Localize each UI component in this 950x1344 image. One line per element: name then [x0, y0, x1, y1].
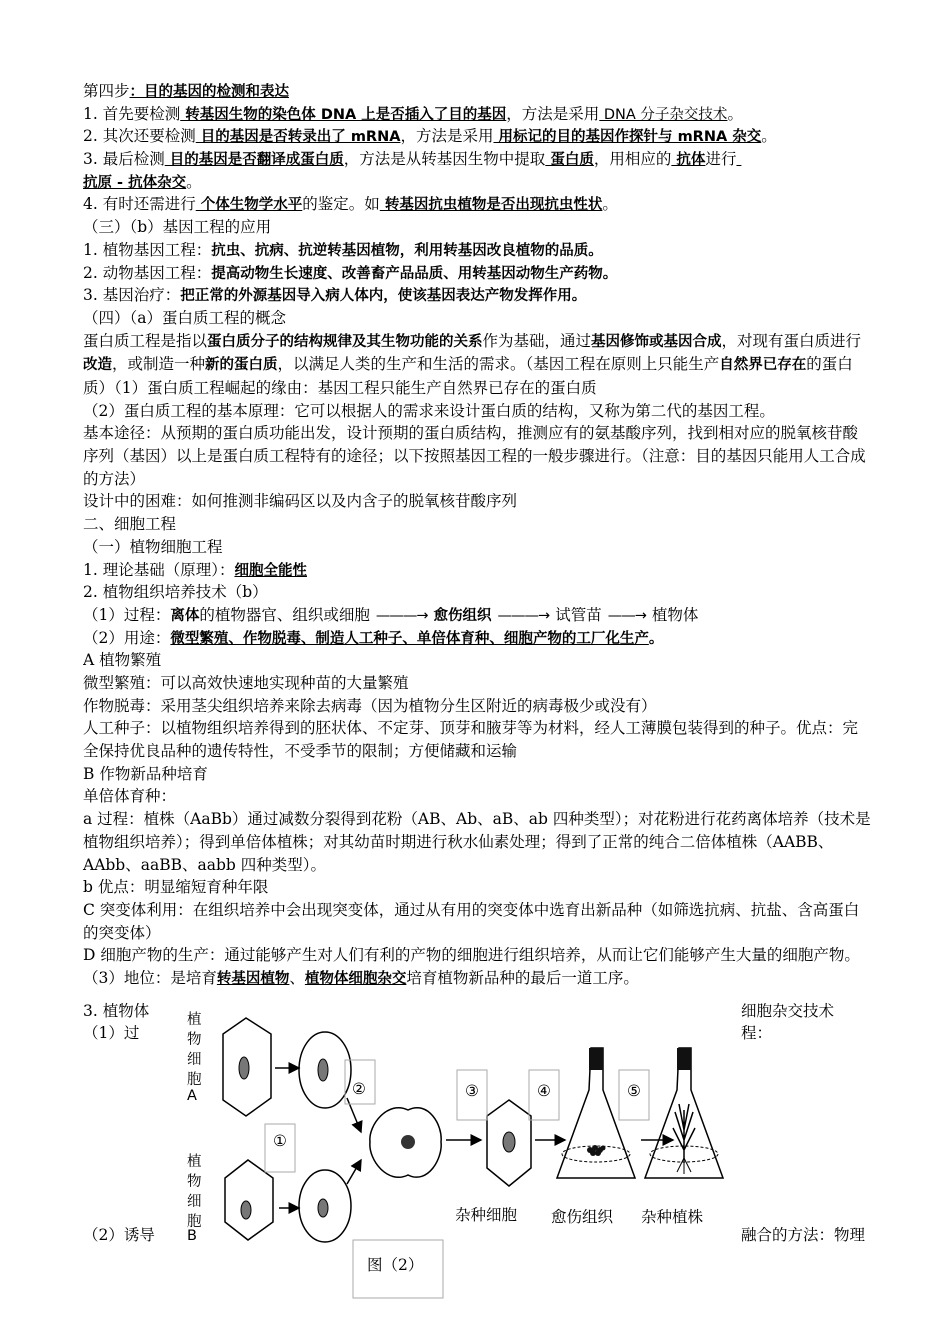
section-A: A 植物繁殖 — [83, 651, 162, 670]
application-plant: 1. 植物基因工程：抗虫、抗病、抗逆转基因植物，利用转基因改良植物的品质。 — [83, 240, 603, 259]
arrow-icon: ——→ — [607, 607, 646, 624]
protein-title: （四）（a）蛋白质工程的概念 — [83, 308, 286, 327]
arrow-icon: ———→ — [497, 607, 550, 624]
application-animal: 2. 动物基因工程：提高动物生长速度、改善畜产品品质、用转基因动物生产药物。 — [83, 263, 618, 282]
figure-right-label-3: 融合的方法：物理 — [741, 1226, 866, 1244]
protein-paragraph2: （2）蛋白质工程的基本原理：它可以根据人的需求来设计蛋白质的结构，又称为第二代的基因工程。 — [83, 401, 775, 420]
step4-line2: 2. 其次还要检测 目的基因是否转录出了 mRNA，方法是采用 用标记的目的基因作探针与 mRNA 杂交。 — [83, 127, 777, 146]
haploid-advantage: b 优点：明显缩短育种年限 — [83, 878, 269, 897]
plant-cell-a-label: 植物细胞 — [187, 1012, 202, 1088]
application-title: （三）（b）基因工程的应用 — [83, 218, 272, 237]
step4-line1: 1. 首先要检测 转基因生物的染色体 DNA 上是否插入了目的基因，方法是采用 DNA 分子杂交技术。 — [83, 104, 743, 123]
plant-cell-a-letter: A — [187, 1088, 197, 1104]
virus-removal: 作物脱毒：采用茎尖组织培养来除去病毒（因为植物分生区附近的病毒极少或没有） — [83, 696, 657, 715]
step-4-label: ④ — [537, 1082, 551, 1100]
section-C: C 突变体利用：在组织培养中会出现突变体，通过从有用的突变体中选育出新品种（如筛选抗病、抗盐、含高蛋白的突变体） — [83, 900, 860, 942]
step4-line4: 4. 有时还需进行 个体生物学水平的鉴定。如 转基因抗虫植物是否出现抗虫性状。 — [83, 195, 618, 214]
cell-engineering-title: 二、细胞工程 — [83, 515, 177, 534]
plant-cell-engineering-title: （一）植物细胞工程 — [83, 537, 223, 556]
document-body — [83, 80, 873, 990]
step-3-label: ③ — [465, 1082, 479, 1100]
protein-paragraph1: 蛋白质工程是指以蛋白质分子的结构规律及其生物功能的关系作为基础，通过基因修饰或基因合成，对现有蛋白质进行改造，或制造一种新的蛋白质，以满足人类的生产和生活的需求。（基因工程在原则上只能生产自然界已存在的蛋白质）（1）蛋白质工程崛起的缘由：基因工程只能生产自然界已存在的蛋白质 — [83, 331, 862, 397]
figure-left-label-1: 3. 植物体 — [83, 1002, 150, 1020]
plant-cell-b-label: 植物细胞 — [187, 1154, 202, 1230]
somatic-hybridization-figure — [83, 1000, 883, 1300]
tissue-culture-title: 2. 植物组织培养技术（b） — [83, 583, 268, 602]
status-line: （3）地位：是培育转基因植物、植物体细胞杂交培育植物新品种的最后一道工序。 — [83, 969, 639, 988]
section-D: D 细胞产物的生产：通过能够产生对人们有利的产物的细胞进行组织培养，从而让它们能够产生大量的细胞产物。 — [83, 946, 860, 965]
plant-cell-b-letter: B — [187, 1228, 197, 1244]
figure-right-label-2: 程： — [741, 1024, 773, 1042]
application-gene-therapy: 3. 基因治疗：把正常的外源基因导入病人体内，使该基因表达产物发挥作用。 — [83, 286, 587, 305]
section-B: B 作物新品种培育 — [83, 764, 208, 783]
step4-line3: 3. 最后检测 目的基因是否翻译成蛋白质，方法是从转基因生物中提取 蛋白质，用相应的 抗体进行 — [83, 150, 737, 169]
arrow-icon: ———→ — [375, 607, 428, 624]
hybrid-cell-label: 杂种细胞 — [455, 1206, 518, 1224]
tissue-culture-process: （1）过程：离体的植物器官、组织或细胞 ———→ 愈伤组织 ———→ 试管苗 ——→ 植物体 — [83, 605, 699, 624]
figure-right-label-1: 细胞杂交技术 — [741, 1002, 835, 1020]
theory-basis: 1. 理论基础（原理）：细胞全能性 — [83, 560, 307, 579]
figure-left-label-2: （1）过 — [83, 1024, 140, 1042]
figure-left-label-3: （2）诱导 — [83, 1226, 155, 1244]
protein-paragraph3: 基本途径：从预期的蛋白质功能出发，设计预期的蛋白质结构，推测应有的氨基酸序列，找到相对应的脱氧核苷酸序列（基因）以上是蛋白质工程特有的途径；以下按照基因工程的一般步骤进行。（注意：目的基因只能用人工合成的方法） — [83, 424, 866, 488]
micro-propagation: 微型繁殖：可以高效快速地实现种苗的大量繁殖 — [83, 673, 409, 692]
tissue-culture-uses: （2）用途：微型繁殖、作物脱毒、制造人工种子、单倍体育种、细胞产物的工厂化生产。 — [83, 628, 664, 647]
step4-line3-cont: 抗原 - 抗体杂交。 — [83, 172, 202, 191]
step4-title: 第四步：目的基因的检测和表达 — [83, 82, 290, 100]
step-5-label: ⑤ — [627, 1082, 641, 1100]
step-2-label: ② — [352, 1080, 366, 1098]
artificial-seed: 人工种子：以植物组织培养得到的胚状体、不定芽、顶芽和腋芽等为材料，经人工薄膜包装得到的种子。优点：完全保持优良品种的遗传特性，不受季节的限制；方便储藏和运输 — [83, 719, 859, 761]
callus-label: 愈伤组织 — [551, 1208, 614, 1226]
step-1-label: ① — [273, 1132, 287, 1150]
figure-caption: 图（2） — [367, 1256, 424, 1274]
haploid-breeding: 单倍体育种： — [83, 787, 177, 806]
protein-paragraph4: 设计中的困难：如何推测非编码区以及内含子的脱氧核苷酸序列 — [83, 492, 518, 511]
hybrid-plant-label: 杂种植株 — [641, 1208, 704, 1226]
haploid-process: a 过程：植株（AaBb）通过减数分裂得到花粉（AB、Ab、aB、ab 四种类型）；对花粉进行花药离体培养（技术是植物组织培养）；得到单倍体植株；对其幼苗时期进行秋水仙素处理；得到了正常的纯合二倍体植株（AABB、AAbb、aaBB、aabb 四种类型）。 — [83, 810, 871, 874]
